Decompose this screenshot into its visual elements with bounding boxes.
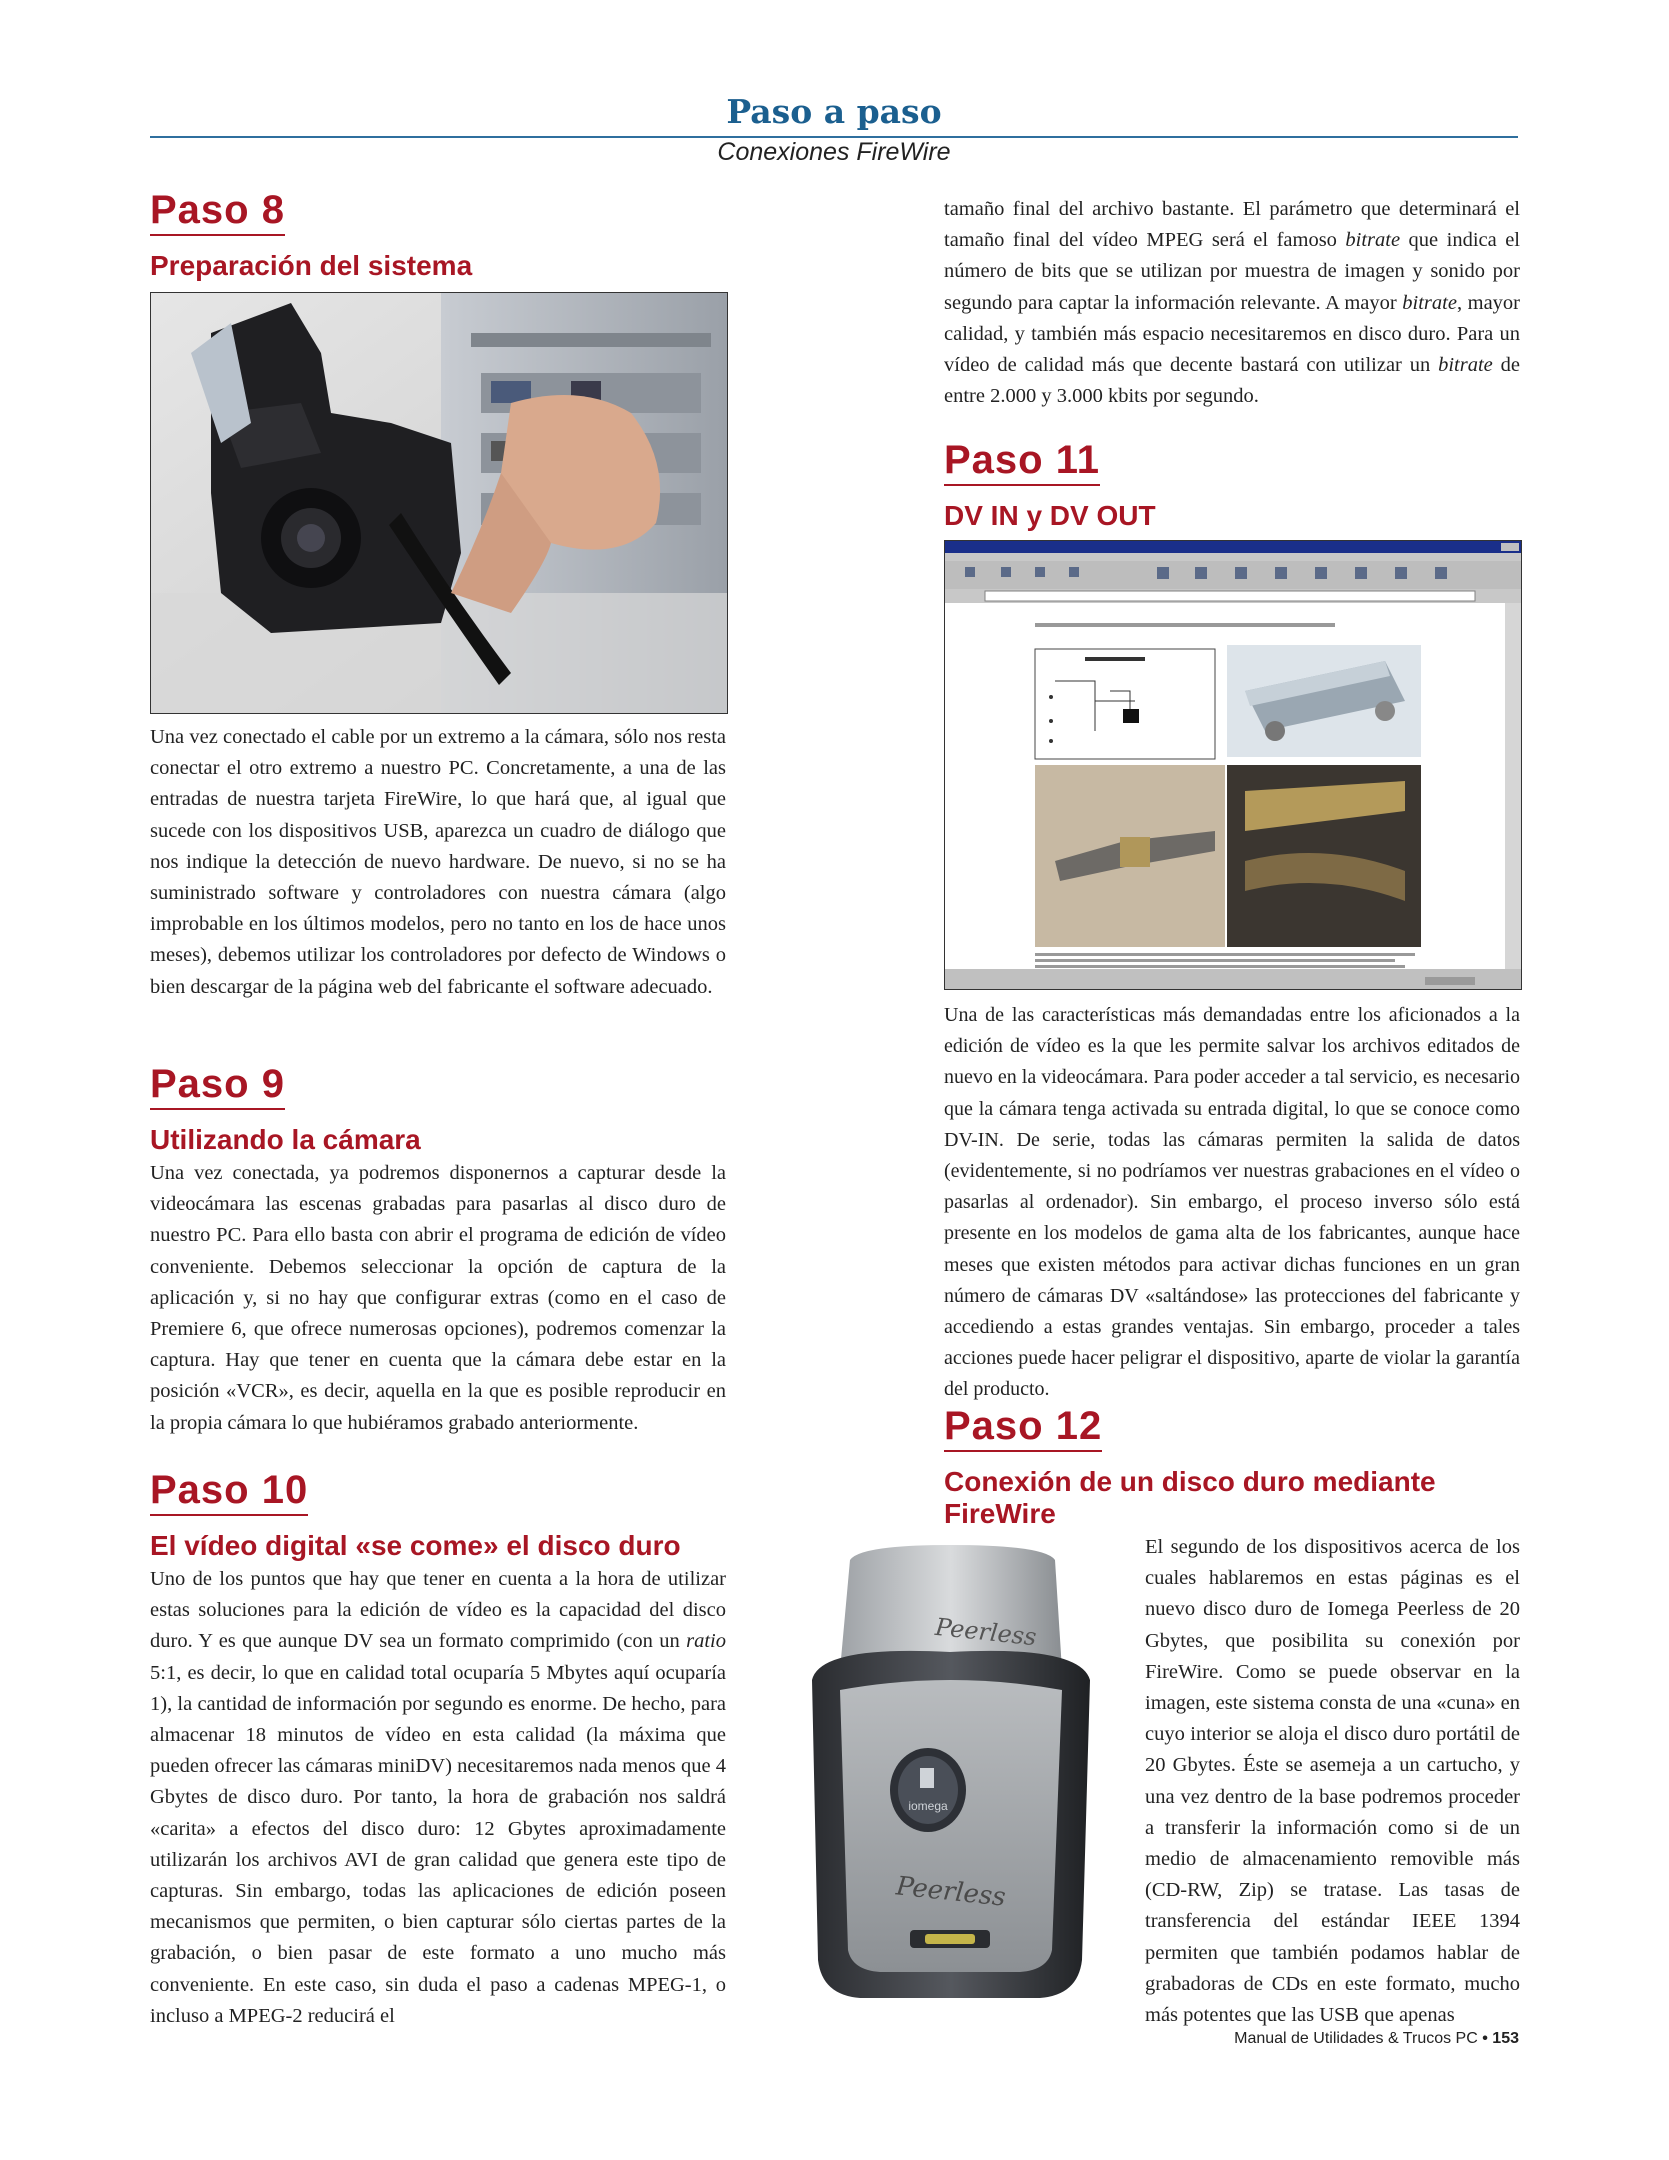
paso9-title: Paso 9 xyxy=(150,1060,285,1110)
paso11-subtitle: DV IN y DV OUT xyxy=(944,500,1156,531)
page-number: 153 xyxy=(1492,2030,1519,2047)
browser-screenshot xyxy=(944,540,1522,990)
paso9-subtitle: Utilizando la cámara xyxy=(150,1124,421,1155)
paso10-continued: tamaño final del archivo bastante. El parámetro que determinará el tamaño final del vídeo MPEG será el famoso bitrate que indica el número de bits que se utilizan por muestra de imagen y sonido por segundo para captar la información relevante. A mayor bitrate, mayor calidad, y también más espacio necesitaremos en disco duro. Para un vídeo de calidad más que decente bastará con utilizar un bitrate de entre 2.000 y 3.000 kbits por segundo. xyxy=(944,198,1520,408)
paso12-body: El segundo de los dispositivos acerca de los cuales hablaremos en estas páginas es el nuevo disco duro de Iomega Peerless de 20 Gbytes, que posibilita su conexión por FireWire. Como se puede observar en la imagen, este sistema consta de una «cuna» en cuyo interior se aloja el disco duro portátil de 20 Gbytes. Éste se asemeja a un cartucho, y una vez dentro de la base podremos proceder a transferir la información como si de un medio de almacenamiento removible más (CD-RW, Zip) se tratase. Las tasas de transferencia del estándar IEEE 1394 permiten que también podamos hablar de grabadoras de CDs en este formato, mucho más potentes que las USB que apenas xyxy=(1145,1536,1520,2027)
peerless-logo-top: Peerless xyxy=(933,1612,1038,1652)
paso10-body: Uno de los puntos que hay que tener en cuenta a la hora de utilizar estas soluciones para la edición de vídeo es la capacidad del disco duro. Y es que aunque DV sea un formato comprimido (con un ratio 5:1, es decir, lo que en calidad total ocuparía 5 Mbytes aquí ocuparía 1), la cantidad de información por segundo es enorme. De hecho, para almacenar 18 minutos de vídeo en esta calidad (la máxima que pueden ofrecer las cámaras miniDV) necesitaremos nada menos que 4 Gbytes de disco duro. Por tanto, la hora de grabación nos saldrá «carita» a efectos del disco duro: 12 Gbytes aproximadamente utilizarán los archivos AVI de gran calidad que genera este tipo de capturas. Sin embargo, todas las aplicaciones de edición poseen mecanismos que permiten, o bien capturar sólo ciertas partes de la grabación, o bien pasar de este formato a uno mucho más conveniente. En este caso, sin duda el paso a cadenas MPEG-1, o incluso a MPEG-2 reducirá el xyxy=(150,1568,726,2027)
page-footer xyxy=(1234,2030,1519,2048)
paso8-body: Una vez conectado el cable por un extremo a la cámara, sólo nos resta conectar el otro extremo a nuestro PC. Concretamente, a una de las entradas de nuestra tarjeta FireWire, lo que hará que, al igual que sucede con los dispositivos USB, aparezca un cuadro de diálogo que nos indique la detección de nuevo hardware. De nuevo, si no se ha suministrado software y controladores con nuestra cámara (algo improbable en los últimos modelos, pero no tanto en los de hace unos meses), debemos utilizar los controladores por defecto de Windows o bien descargar de la página web del fabricante el software adecuado. xyxy=(150,726,726,998)
paso11-title: Paso 11 xyxy=(944,436,1100,486)
footer-publication: Manual de Utilidades & Trucos PC xyxy=(1234,2030,1478,2047)
paso11-body: Una de las características más demandadas entre los aficionados a la edición de vídeo es la que les permite salvar los archivos editados de nuevo en la videocámara. Para poder acceder a tal servicio, es necesario que la cámara tenga activada su entrada digital, lo que se conoce como DV-IN. De serie, todas las cámaras permiten la salida de datos (evidentemente, si no podríamos ver nuestras grabaciones en el vídeo o pasarlas al ordenador). Sin embargo, el proceso inverso sólo está presente en los modelos de gama alta de los fabricantes, aunque hace meses que existen métodos para activar dichas funciones en un gran número de cámaras DV «saltándose» las protecciones del fabricante y accediendo a estas grandes ventajas. Sin embargo, proceder a tales acciones puede hacer peligrar el dispositivo, aparte de violar la garantía del producto. xyxy=(944,1004,1520,1401)
ratio-term: ratio xyxy=(686,1630,726,1653)
paso12-title: Paso 12 xyxy=(944,1402,1102,1452)
iomega-logo: iomega xyxy=(908,1799,948,1813)
paso9-body: Una vez conectada, ya podremos disponernos a capturar desde la videocámara las escenas grabadas para pasarlas al disco duro de nuestro PC. Para ello basta con abrir el programa de edición de vídeo conveniente. Debemos seleccionar la opción de captura de la aplicación y, si no hay que configurar extras (como en el caso de Premiere 6, que ofrece numerosas opciones), podremos comenzar la captura. Hay que tener en cuenta que la cámara debe estar en la posición «VCR», es decir, aquella en la que es posible reproducir en la propia cámara lo que hubiéramos grabado anteriormente. xyxy=(150,1162,726,1434)
camera-firewire-photo xyxy=(150,292,728,714)
section-title: Paso a paso xyxy=(726,92,942,131)
paso10-title: Paso 10 xyxy=(150,1466,308,1516)
footer-bullet: • xyxy=(1482,2030,1488,2047)
paso12-subtitle: Conexión de un disco duro mediante FireWire xyxy=(944,1466,1436,1529)
paso10-subtitle: El vídeo digital «se come» el disco duro xyxy=(150,1530,681,1561)
paso8-subtitle: Preparación del sistema xyxy=(150,250,473,281)
paso8-title: Paso 8 xyxy=(150,186,285,236)
peerless-logo-front: Peerless xyxy=(894,1871,1008,1913)
section-subtitle: Conexiones FireWire xyxy=(717,138,951,166)
bitrate-term: bitrate xyxy=(1345,229,1401,252)
peerless-drive-photo xyxy=(800,1540,1100,2010)
bitrate-term: bitrate xyxy=(1438,354,1493,377)
bitrate-term: bitrate xyxy=(1402,291,1457,314)
